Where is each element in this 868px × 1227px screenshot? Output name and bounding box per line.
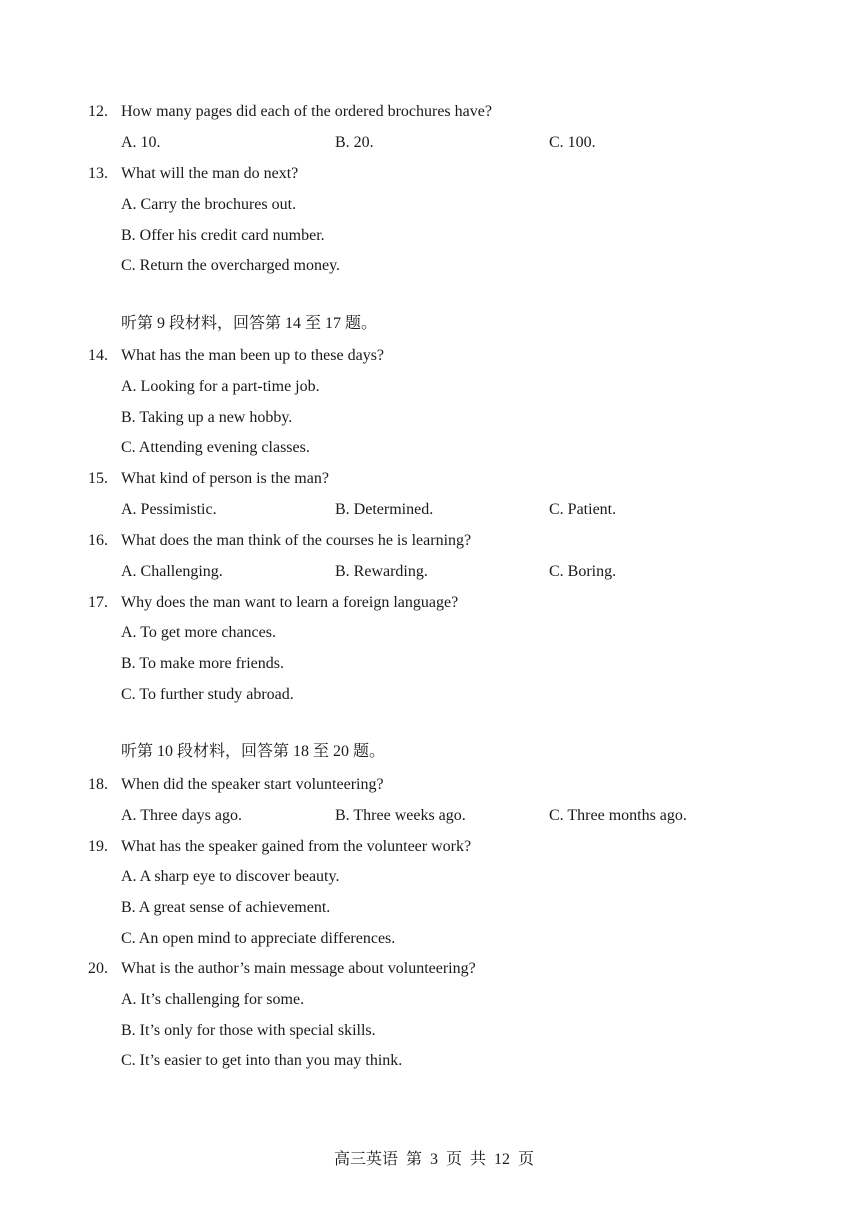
option-c: C. Patient. — [549, 501, 617, 518]
question-number: 16. — [88, 532, 108, 549]
page-footer: 高三英语 第 3 页 共 12 页 — [333, 1151, 534, 1168]
option-c: C. Boring. — [549, 563, 617, 580]
option-b: B. It’s only for those with special skills. — [121, 1022, 376, 1039]
question-text: What is the author’s main message about volunteering? — [121, 960, 476, 977]
question-number: 15. — [88, 470, 108, 487]
option-a: A. Challenging. — [121, 563, 223, 580]
option-c: C. Return the overcharged money. — [121, 257, 341, 274]
question-text: Why does the man want to learn a foreign language? — [121, 594, 459, 611]
option-c: C. An open mind to appreciate differences. — [121, 930, 396, 947]
option-a: A. Three days ago. — [121, 807, 242, 824]
question-number: 20. — [88, 960, 108, 977]
question-number: 14. — [88, 347, 108, 364]
option-b: B. A great sense of achievement. — [121, 899, 331, 916]
question-number: 12. — [88, 103, 108, 120]
option-a: A. A sharp eye to discover beauty. — [121, 868, 340, 885]
option-a: A. Carry the brochures out. — [121, 196, 297, 213]
question-text: What does the man think of the courses he is learning? — [121, 532, 472, 549]
option-c: C. It’s easier to get into than you may think. — [121, 1052, 403, 1069]
option-b: B. To make more friends. — [121, 655, 284, 672]
option-c: C. 100. — [549, 134, 596, 151]
option-b: B. Taking up a new hobby. — [121, 409, 293, 426]
option-a: A. 10. — [121, 134, 161, 151]
option-c: C. To further study abroad. — [121, 686, 294, 703]
question-text: What will the man do next? — [121, 165, 299, 182]
question-number: 13. — [88, 165, 108, 182]
question-text: When did the speaker start volunteering? — [121, 776, 384, 793]
option-a: A. To get more chances. — [121, 624, 276, 641]
question-number: 17. — [88, 594, 108, 611]
question-text: What has the man been up to these days? — [121, 347, 385, 364]
section-heading-9: 听第 9 段材料，回答第 14 至 17 题。 — [121, 315, 378, 332]
option-c: C. Three months ago. — [549, 807, 687, 824]
option-b: B. Determined. — [335, 501, 434, 518]
option-a: A. Looking for a part-time job. — [121, 378, 320, 395]
question-text: How many pages did each of the ordered brochures have? — [121, 103, 492, 120]
question-number: 19. — [88, 838, 108, 855]
option-b: B. Three weeks ago. — [335, 807, 466, 824]
option-b: B. 20. — [335, 134, 374, 151]
question-number: 18. — [88, 776, 108, 793]
option-b: B. Offer his credit card number. — [121, 227, 325, 244]
option-b: B. Rewarding. — [335, 563, 428, 580]
option-c: C. Attending evening classes. — [121, 439, 310, 456]
section-heading-10: 听第 10 段材料，回答第 18 至 20 题。 — [121, 743, 386, 760]
option-a: A. It’s challenging for some. — [121, 991, 305, 1008]
question-text: What kind of person is the man? — [121, 470, 329, 487]
option-a: A. Pessimistic. — [121, 501, 217, 518]
question-text: What has the speaker gained from the volunteer work? — [121, 838, 472, 855]
